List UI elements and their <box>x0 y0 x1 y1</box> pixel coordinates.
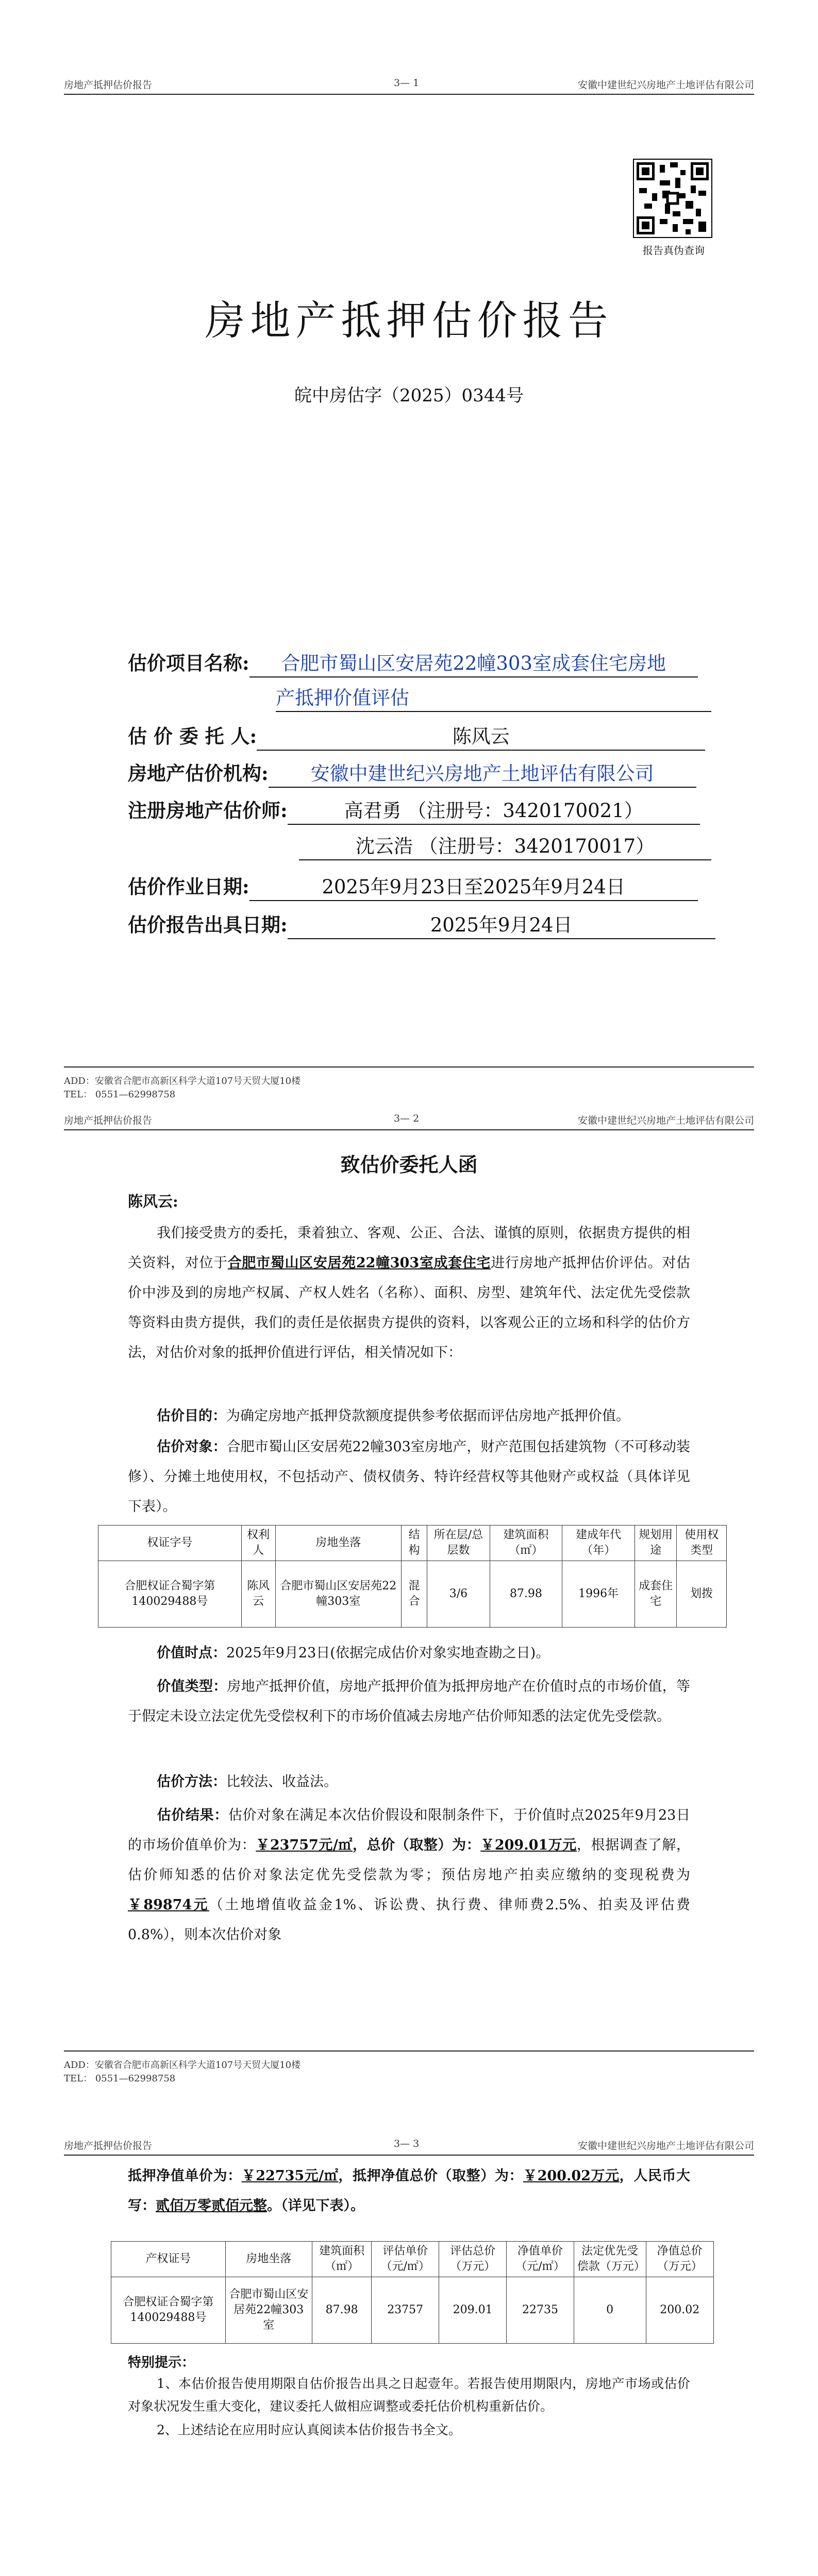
header-title: 房地产抵押估价报告 <box>64 2140 153 2151</box>
header-company: 安徽中建世纪兴房地产土地评估有限公司 <box>577 1115 754 1126</box>
result-text-b: ，总价（取整）为： <box>352 1837 481 1853</box>
table1-cell: 陈风云 <box>241 1561 275 1628</box>
result-para <box>128 1801 690 1950</box>
table1-cell: 划拨 <box>677 1561 727 1628</box>
appraiser-2: 沈云浩 （注册号：3420170017） <box>299 834 711 860</box>
para1-text-a: 我们接受贵方的委托，秉着独立、客观、公正、合法、谨慎的原则，依据贵方提供的相关资料，对位于 <box>128 1225 690 1271</box>
table1-header-cell: 房地坐落 <box>275 1526 401 1561</box>
net-total-label: ，抵押净值总价（取整）为： <box>338 2168 523 2184</box>
table1-header-cell: 结构 <box>401 1526 427 1561</box>
result-label: 估价结果： <box>157 1807 228 1823</box>
purpose-para <box>128 1401 690 1431</box>
header-company: 安徽中建世纪兴房地产土地评估有限公司 <box>577 79 754 91</box>
table1-cell: 成套住宅 <box>635 1561 676 1628</box>
document-number: 皖中房估字（2025）0344号 <box>294 385 524 406</box>
table2-cell: 22735 <box>507 2277 574 2344</box>
client-name: 陈风云 <box>257 724 705 751</box>
project-row-2 <box>276 685 711 712</box>
header-company: 安徽中建世纪兴房地产土地评估有限公司 <box>577 2140 754 2151</box>
tip-1 <box>128 2372 690 2418</box>
result-text-e: 。（详见下表）。 <box>267 2198 364 2214</box>
appraiser-1: 高君勇 （注册号：3420170021） <box>288 798 700 825</box>
method-text: 比较法、收益法。 <box>226 1774 338 1790</box>
footer-tel: TEL： 0551—62998758 <box>64 2073 176 2084</box>
table2-cell: 87.98 <box>312 2277 372 2344</box>
property-table <box>98 1525 727 1628</box>
type-para <box>128 1672 690 1732</box>
result-para-cont <box>128 2161 690 2221</box>
header-title: 房地产抵押估价报告 <box>64 1115 153 1126</box>
page-number: 3— 3 <box>394 2138 420 2149</box>
object-text: 合肥市蜀山区安居苑22幢303室房地产，财产范围包括建筑物（不可移动装修）、分摊土地使用权，不包括动产、债权债务、特许经营权等其他财产或权益（具体详见下表）。 <box>128 1439 691 1515</box>
tip-2 <box>128 2419 690 2442</box>
result-text-d: （土地增值收益金1%、诉讼费、执行费、律师费2.5%、拍卖及评估费0.8%），则本次估价对象 <box>128 1897 690 1943</box>
table2-header-cell: 净值单价（元/㎡） <box>507 2242 574 2277</box>
tax-amount: ￥89874元 <box>128 1897 209 1913</box>
table1-header-cell: 建筑面积（㎡） <box>490 1526 562 1561</box>
table2-header-cell: 评估总价（万元） <box>439 2242 506 2277</box>
net-total-price: ￥200.02万元 <box>523 2168 620 2184</box>
qr-code[interactable] <box>633 159 712 238</box>
period-row <box>128 874 698 901</box>
table-row <box>111 2277 714 2344</box>
table1-header-cell: 使用权类型 <box>677 1526 727 1561</box>
table2-header-cell: 净值总价（万元） <box>646 2242 713 2277</box>
issue-date: 2025年9月24日 <box>288 912 715 939</box>
org-row <box>128 760 696 788</box>
appraiser-row-2 <box>299 834 711 860</box>
table2-header-cell: 产权证号 <box>111 2242 226 2277</box>
table2-cell: 23757 <box>372 2277 439 2344</box>
table1-cell: 1996年 <box>562 1561 635 1628</box>
table2-cell: 200.02 <box>646 2277 713 2344</box>
page-footer <box>64 2050 754 2086</box>
page-header <box>64 77 754 95</box>
org-label: 房地产估价机构: <box>128 762 269 785</box>
valuation-table <box>111 2241 714 2344</box>
table1-cell: 87.98 <box>490 1561 562 1628</box>
result-text-c: ，根据调查了解，估价师知悉的估价对象法定优先受偿款为零；预估房地产拍卖应缴纳的变现税费为 <box>128 1837 691 1883</box>
table1-cell: 混合 <box>401 1561 427 1628</box>
tips-title: 特别提示： <box>128 2355 195 2370</box>
qr-caption: 报告真伪查询 <box>643 244 705 257</box>
project-name-cont: 产抵押价值评估 <box>276 685 711 712</box>
net-unit-label: 抵押净值单价为： <box>128 2168 242 2184</box>
client-label: 估 价 委 托 人: <box>128 725 257 748</box>
date-text: 2025年9月23日(依据完成估价对象实地查勘之日)。 <box>226 1645 550 1661</box>
para1-text-c: 进行房地产抵押估价评估。对估价中涉及到的房地产权属、产权人姓名（名称）、面积、房型、建筑年代、法定优先受偿款等资料由贵方提供，我们的责任是依据贵方提供的资料，以客观公正的立场和科学的估价方法，对估价对象的抵押价值进行评估，相关情况如下： <box>128 1255 691 1361</box>
table2-cell: 合肥权证合蜀字第140029488号 <box>111 2277 226 2344</box>
footer-address: ADD：安徽省合肥市高新区科学大道107号天贸大厦10楼 <box>64 1076 301 1087</box>
period-label: 估价作业日期: <box>128 875 249 898</box>
tip1-text: 1、本估价报告使用期限自估价报告出具之日起壹年。若报告使用期限内，房地产市场或估价对象状况发生重大变化，建议委托人做相应调整或委托估价机构重新估价。 <box>128 2376 690 2414</box>
table2-cell: 209.01 <box>439 2277 506 2344</box>
table2-header-cell: 法定优先受偿款（万元） <box>574 2242 646 2277</box>
page-1 <box>0 0 818 1100</box>
salutation: 陈风云: <box>128 1193 178 1210</box>
page-footer <box>64 1066 754 1101</box>
table2-cell: 合肥市蜀山区安居苑22幢303室 <box>225 2277 312 2344</box>
date-para <box>128 1638 690 1668</box>
table1-header-cell: 权利人 <box>241 1526 275 1561</box>
table1-header-cell: 权证字号 <box>98 1526 242 1561</box>
purpose-label: 估价目的： <box>157 1408 226 1424</box>
page-3 <box>0 2138 818 2576</box>
footer-address: ADD：安徽省合肥市高新区科学大道107号天贸大厦10楼 <box>64 2060 301 2071</box>
appraiser-row <box>128 798 700 825</box>
report-title: 房地产抵押估价报告 <box>205 298 613 344</box>
table1-cell: 合肥市蜀山区安居苑22幢303室 <box>275 1561 401 1628</box>
table2-header-cell: 评估单价（元/㎡） <box>372 2242 439 2277</box>
appraiser-label: 注册房地产估价师: <box>128 799 288 822</box>
rmb-label: ，人民币大写： <box>128 2168 691 2214</box>
page-number: 3— 1 <box>394 77 420 89</box>
object-para <box>128 1432 690 1522</box>
table-row <box>98 1561 727 1628</box>
page-header <box>64 2138 754 2156</box>
issue-row <box>128 912 715 939</box>
table1-header-cell: 规划用途 <box>635 1526 676 1561</box>
table1-cell: 合肥权证合蜀字第140029488号 <box>98 1561 242 1628</box>
object-label: 估价对象： <box>157 1439 227 1455</box>
para1-property: 合肥市蜀山区安居苑22幢303室成套住宅 <box>227 1255 491 1271</box>
period-value: 2025年9月23日至2025年9月24日 <box>249 874 698 901</box>
rmb-amount: 贰佰万零贰佰元整 <box>156 2198 267 2214</box>
client-row <box>128 723 705 751</box>
qr-code-pattern <box>634 160 711 237</box>
method-para <box>128 1767 690 1797</box>
org-name: 安徽中建世纪兴房地产土地评估有限公司 <box>269 761 696 788</box>
table1-cell: 3/6 <box>427 1561 490 1628</box>
project-row <box>128 650 698 677</box>
date-label: 价值时点： <box>157 1645 226 1661</box>
project-name: 合肥市蜀山区安居苑22幢303室成套住宅房地 <box>249 651 698 677</box>
page-number: 3— 2 <box>394 1113 420 1124</box>
result-text-a: 估价对象在满足本次估价假设和限制条件下，于价值时点2025年9月23日的市场价值单价为： <box>128 1807 691 1853</box>
table2-header-cell: 房地坐落 <box>225 2242 312 2277</box>
method-label: 估价方法： <box>157 1774 226 1790</box>
table1-header-cell: 所在层/总层数 <box>427 1526 490 1561</box>
purpose-text: 为确定房地产抵押贷款额度提供参考依据而评估房地产抵押价值。 <box>226 1408 630 1424</box>
page-header <box>64 1113 754 1130</box>
letter-title: 致估价委托人函 <box>340 1153 478 1176</box>
header-title: 房地产抵押估价报告 <box>64 79 153 91</box>
net-unit-price: ￥22735元/㎡ <box>241 2168 339 2184</box>
table1-header-cell: 建成年代（年） <box>562 1526 635 1561</box>
footer-tel: TEL： 0551—62998758 <box>64 1089 176 1100</box>
type-label: 价值类型： <box>157 1679 227 1694</box>
table2-cell: 0 <box>574 2277 646 2344</box>
unit-price: ￥23757元/㎡ <box>256 1837 353 1853</box>
letter-para-1 <box>128 1218 690 1368</box>
table2-header-cell: 建筑面积（㎡） <box>312 2242 372 2277</box>
tip2-text: 2、上述结论在应用时应认真阅读本估价报告书全文。 <box>157 2422 461 2437</box>
page-2 <box>0 1113 818 2107</box>
type-text: 房地产抵押价值，房地产抵押价值为抵押房地产在价值时点的市场价值，等于假定未设立法定优先受偿权利下的市场价值减去房地产估价师知悉的法定优先受偿款。 <box>128 1679 690 1724</box>
issue-label: 估价报告出具日期: <box>128 913 288 936</box>
total-price: ￥209.01万元 <box>480 1837 577 1853</box>
project-label: 估价项目名称: <box>128 652 249 674</box>
